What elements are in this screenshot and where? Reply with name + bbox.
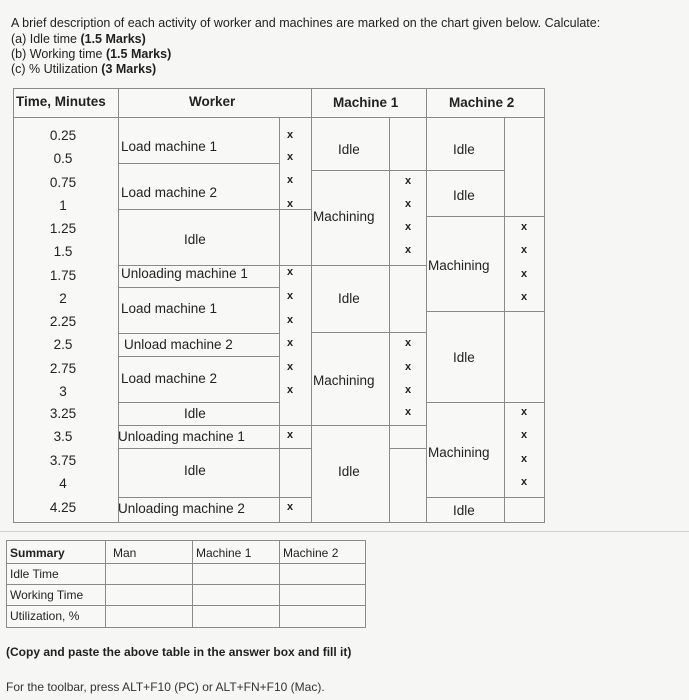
summary-input-machine2[interactable] — [279, 584, 366, 606]
summary-header-label: Man — [113, 546, 137, 560]
worker-mark-cell — [279, 209, 312, 266]
machine1-activity-mark: x — [404, 175, 412, 187]
time-label: 1.75 — [49, 268, 77, 283]
time-label: 2.5 — [53, 337, 73, 352]
time-label: 0.25 — [49, 128, 77, 143]
summary-input-man[interactable] — [105, 584, 193, 606]
question-item-b: (b) Working time (1.5 Marks) — [11, 47, 172, 61]
summary-row-label: Working Time — [10, 588, 84, 602]
worker-activity: Load machine 1 — [121, 139, 218, 154]
section-divider — [0, 531, 689, 532]
machine2-activity-mark: x — [520, 221, 528, 233]
worker-activity: Load machine 1 — [121, 301, 218, 316]
time-label: 1 — [59, 198, 67, 213]
summary-header-label: Machine 2 — [283, 546, 339, 560]
machine1-activity-mark: x — [404, 406, 412, 418]
machine2-activity-mark: x — [520, 291, 528, 303]
worker-activity: Unload machine 2 — [124, 337, 233, 352]
summary-header-label: Machine 1 — [196, 546, 252, 560]
time-label: 3.5 — [53, 429, 73, 444]
time-label: 4 — [59, 476, 67, 491]
machine2-activity-mark: x — [520, 476, 528, 488]
worker-activity: Load machine 2 — [121, 185, 218, 200]
toolbar-hint: For the toolbar, press ALT+F10 (PC) or ALT+FN+F10 (Mac). — [6, 680, 325, 694]
time-label: 1.5 — [53, 244, 73, 259]
time-label: 0.5 — [53, 151, 73, 166]
time-label: 1.25 — [49, 221, 77, 236]
machine2-activity-mark: x — [520, 406, 528, 418]
worker-activity: Idle — [184, 463, 206, 478]
header-time: Time, Minutes — [16, 94, 106, 109]
worker-activity: Idle — [184, 406, 206, 421]
machine2-activity: Machining — [428, 258, 490, 273]
summary-row-label: Utilization, % — [10, 609, 80, 623]
machine1-activity-mark: x — [404, 244, 412, 256]
worker-activity-mark: x — [286, 384, 294, 396]
time-label: 2.25 — [49, 314, 77, 329]
machine2-activity: Idle — [453, 188, 475, 203]
worker-activity: Unloading machine 1 — [118, 429, 245, 444]
machine2-activity: Idle — [453, 350, 475, 365]
copy-instruction: (Copy and paste the above table in the answer box and fill it) — [6, 645, 352, 659]
machine1-mark-cell — [389, 425, 427, 449]
time-label: 2.75 — [49, 361, 77, 376]
worker-activity: Idle — [184, 232, 206, 247]
machine2-activity-mark: x — [520, 268, 528, 280]
machine1-activity-mark: x — [404, 198, 412, 210]
worker-activity-mark: x — [286, 129, 294, 141]
time-label: 4.25 — [49, 500, 77, 515]
machine1-activity-mark: x — [404, 337, 412, 349]
worker-activity: Load machine 2 — [121, 371, 218, 386]
machine1-activity: Idle — [338, 142, 360, 157]
machine2-activity-mark: x — [520, 429, 528, 441]
header-machine1: Machine 1 — [333, 95, 399, 110]
machine1-activity-mark: x — [404, 221, 412, 233]
question-item-a: (a) Idle time (1.5 Marks) — [11, 32, 146, 46]
worker-activity: Unloading machine 1 — [121, 266, 248, 281]
question-item-c: (c) % Utilization (3 Marks) — [11, 62, 157, 76]
worker-mark-cell — [279, 448, 312, 498]
summary-input-machine1[interactable] — [192, 584, 280, 606]
time-label: 2 — [59, 291, 67, 306]
summary-input-man[interactable] — [105, 563, 193, 585]
machine1-activity-mark: x — [404, 384, 412, 396]
machine2-activity-mark: x — [520, 244, 528, 256]
worker-activity: Unloading machine 2 — [118, 501, 245, 516]
time-label: 3 — [59, 384, 67, 399]
machine2-activity: Idle — [453, 503, 475, 518]
worker-activity-mark: x — [286, 361, 294, 373]
worker-activity-mark: x — [286, 290, 294, 302]
worker-activity-mark: x — [286, 501, 294, 513]
machine1-activity: Machining — [313, 373, 375, 388]
worker-activity-mark: x — [286, 198, 294, 210]
worker-activity-mark: x — [286, 151, 294, 163]
machine2-activity: Idle — [453, 142, 475, 157]
worker-activity-mark: x — [286, 266, 294, 278]
worker-activity-mark: x — [286, 174, 294, 186]
worker-activity-mark: x — [286, 314, 294, 326]
summary-input-machine1[interactable] — [192, 605, 280, 628]
machine1-activity-mark: x — [404, 361, 412, 373]
machine2-activity-mark: x — [520, 453, 528, 465]
time-label: 3.75 — [49, 453, 77, 468]
worker-activity-mark: x — [286, 337, 294, 349]
machine2-activity: Machining — [428, 445, 490, 460]
summary-table — [6, 540, 366, 628]
question-intro: A brief description of each activity of worker and machines are marked on the chart given below. Calculate: — [11, 16, 601, 30]
worker-activity-mark: x — [286, 429, 294, 441]
machine1-activity: Machining — [313, 209, 375, 224]
summary-row-label: Idle Time — [10, 567, 59, 581]
machine1-activity: Idle — [338, 464, 360, 479]
summary-input-machine2[interactable] — [279, 563, 366, 585]
time-label: 0.75 — [49, 175, 77, 190]
summary-header-label: Summary — [10, 546, 65, 560]
header-worker: Worker — [189, 94, 236, 109]
summary-input-man[interactable] — [105, 605, 193, 628]
activity-chart — [13, 88, 545, 523]
header-machine2: Machine 2 — [449, 95, 515, 110]
time-label: 3.25 — [49, 406, 77, 421]
summary-input-machine1[interactable] — [192, 563, 280, 585]
machine1-activity: Idle — [338, 291, 360, 306]
summary-input-machine2[interactable] — [279, 605, 366, 628]
